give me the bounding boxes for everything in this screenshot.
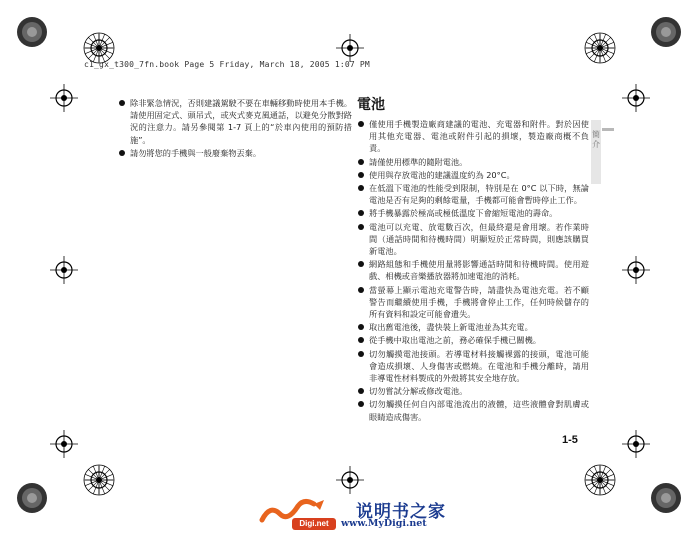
list-item: 切勿嘗試分解或修改電池。 [357,385,589,397]
right-column [357,94,589,424]
bullet-icon [358,324,364,330]
bullet-icon [358,261,364,267]
bullet-icon [358,388,364,394]
list-item: 除非緊急情況，否則建議駕駛不要在車輛移動時使用本手機。請使用固定式、頭吊式，或夾式麥克風通話，以避免分散對路況的注意力。請另參閱第 1-7 頁上的“於車內使用的預防措施”。 [118,97,352,146]
list-item: 從手機中取出電池之前，務必確保手機已關機。 [357,334,589,346]
list-item: 切勿觸摸電池接頭。若導電材料接觸裸露的接頭，電池可能會造成損壞、人身傷害或燃燒。在電池和手機分離時，請用非導電性材料製成的外殼將其安全地存放。 [357,348,589,385]
list-item: 當螢幕上顯示電池充電警告時，請盡快為電池充電。若不顧警告而繼續使用手機，手機將會停止工作，任何時候儲存的所有資料和設定可能會遺失。 [357,284,589,321]
brand-badge: Digi.net [292,518,336,530]
list-item: 使用與存放電池的建議溫度約為 20°C。 [357,169,589,181]
list-item: 網路組態和手機使用量將影響通話時間和待機時間。使用遊戲、相機或音樂播放器將加速電池的消耗。 [357,258,589,282]
list-item: 請僅使用標準的隨附電池。 [357,156,589,168]
page-header: c1_gx_t300_7fn.book Page 5 Friday, March 18, 2005 1:07 PM [84,60,370,69]
bullet-icon [358,287,364,293]
brand-url: www.MyDigi.net [341,518,427,529]
chapter-tab-label: 簡介 [592,130,600,149]
list-item: 電池可以充電、放電數百次，但最終還是會用壞。若作業時間（通話時間和待機時間）明顯短於正常時間，則應該購買新電池。 [357,221,589,258]
section-title: 電池 [357,97,385,113]
bullet-icon [358,351,364,357]
bullet-icon [358,121,364,127]
list-item: 請勿將您的手機與一般廢棄物丟棄。 [118,147,352,159]
bullet-icon [358,337,364,343]
list-item: 在低溫下電池的性能受到限制，特別是在 0°C 以下時，無論電池是否有足夠的剩餘電量，手機都可能會暫時停止工作。 [357,182,589,206]
bullet-icon [358,210,364,216]
list-item: 僅使用手機製造廠商建議的電池、充電器和附件。對於因使用其他充電器、電池或附件引起的損壞，製造廠商概不負責。 [357,118,589,155]
bullet-icon [358,159,364,165]
list-item: 取出舊電池後，盡快裝上新電池並為其充電。 [357,321,589,333]
bullet-icon [119,150,125,156]
chapter-marker [602,128,614,131]
left-column [118,97,352,160]
bullet-icon [119,100,125,106]
bullet-icon [358,185,364,191]
page-number: 1-5 [562,434,578,446]
list-item: 將手機暴露於極高或極低溫度下會縮短電池的壽命。 [357,207,589,219]
bullet-icon [358,172,364,178]
list-item: 切勿觸摸任何自內部電池流出的液體，這些液體會對肌膚或眼睛造成傷害。 [357,398,589,422]
bullet-icon [358,401,364,407]
bullet-icon [358,224,364,230]
brand-title: 说明书之家 [356,502,446,522]
